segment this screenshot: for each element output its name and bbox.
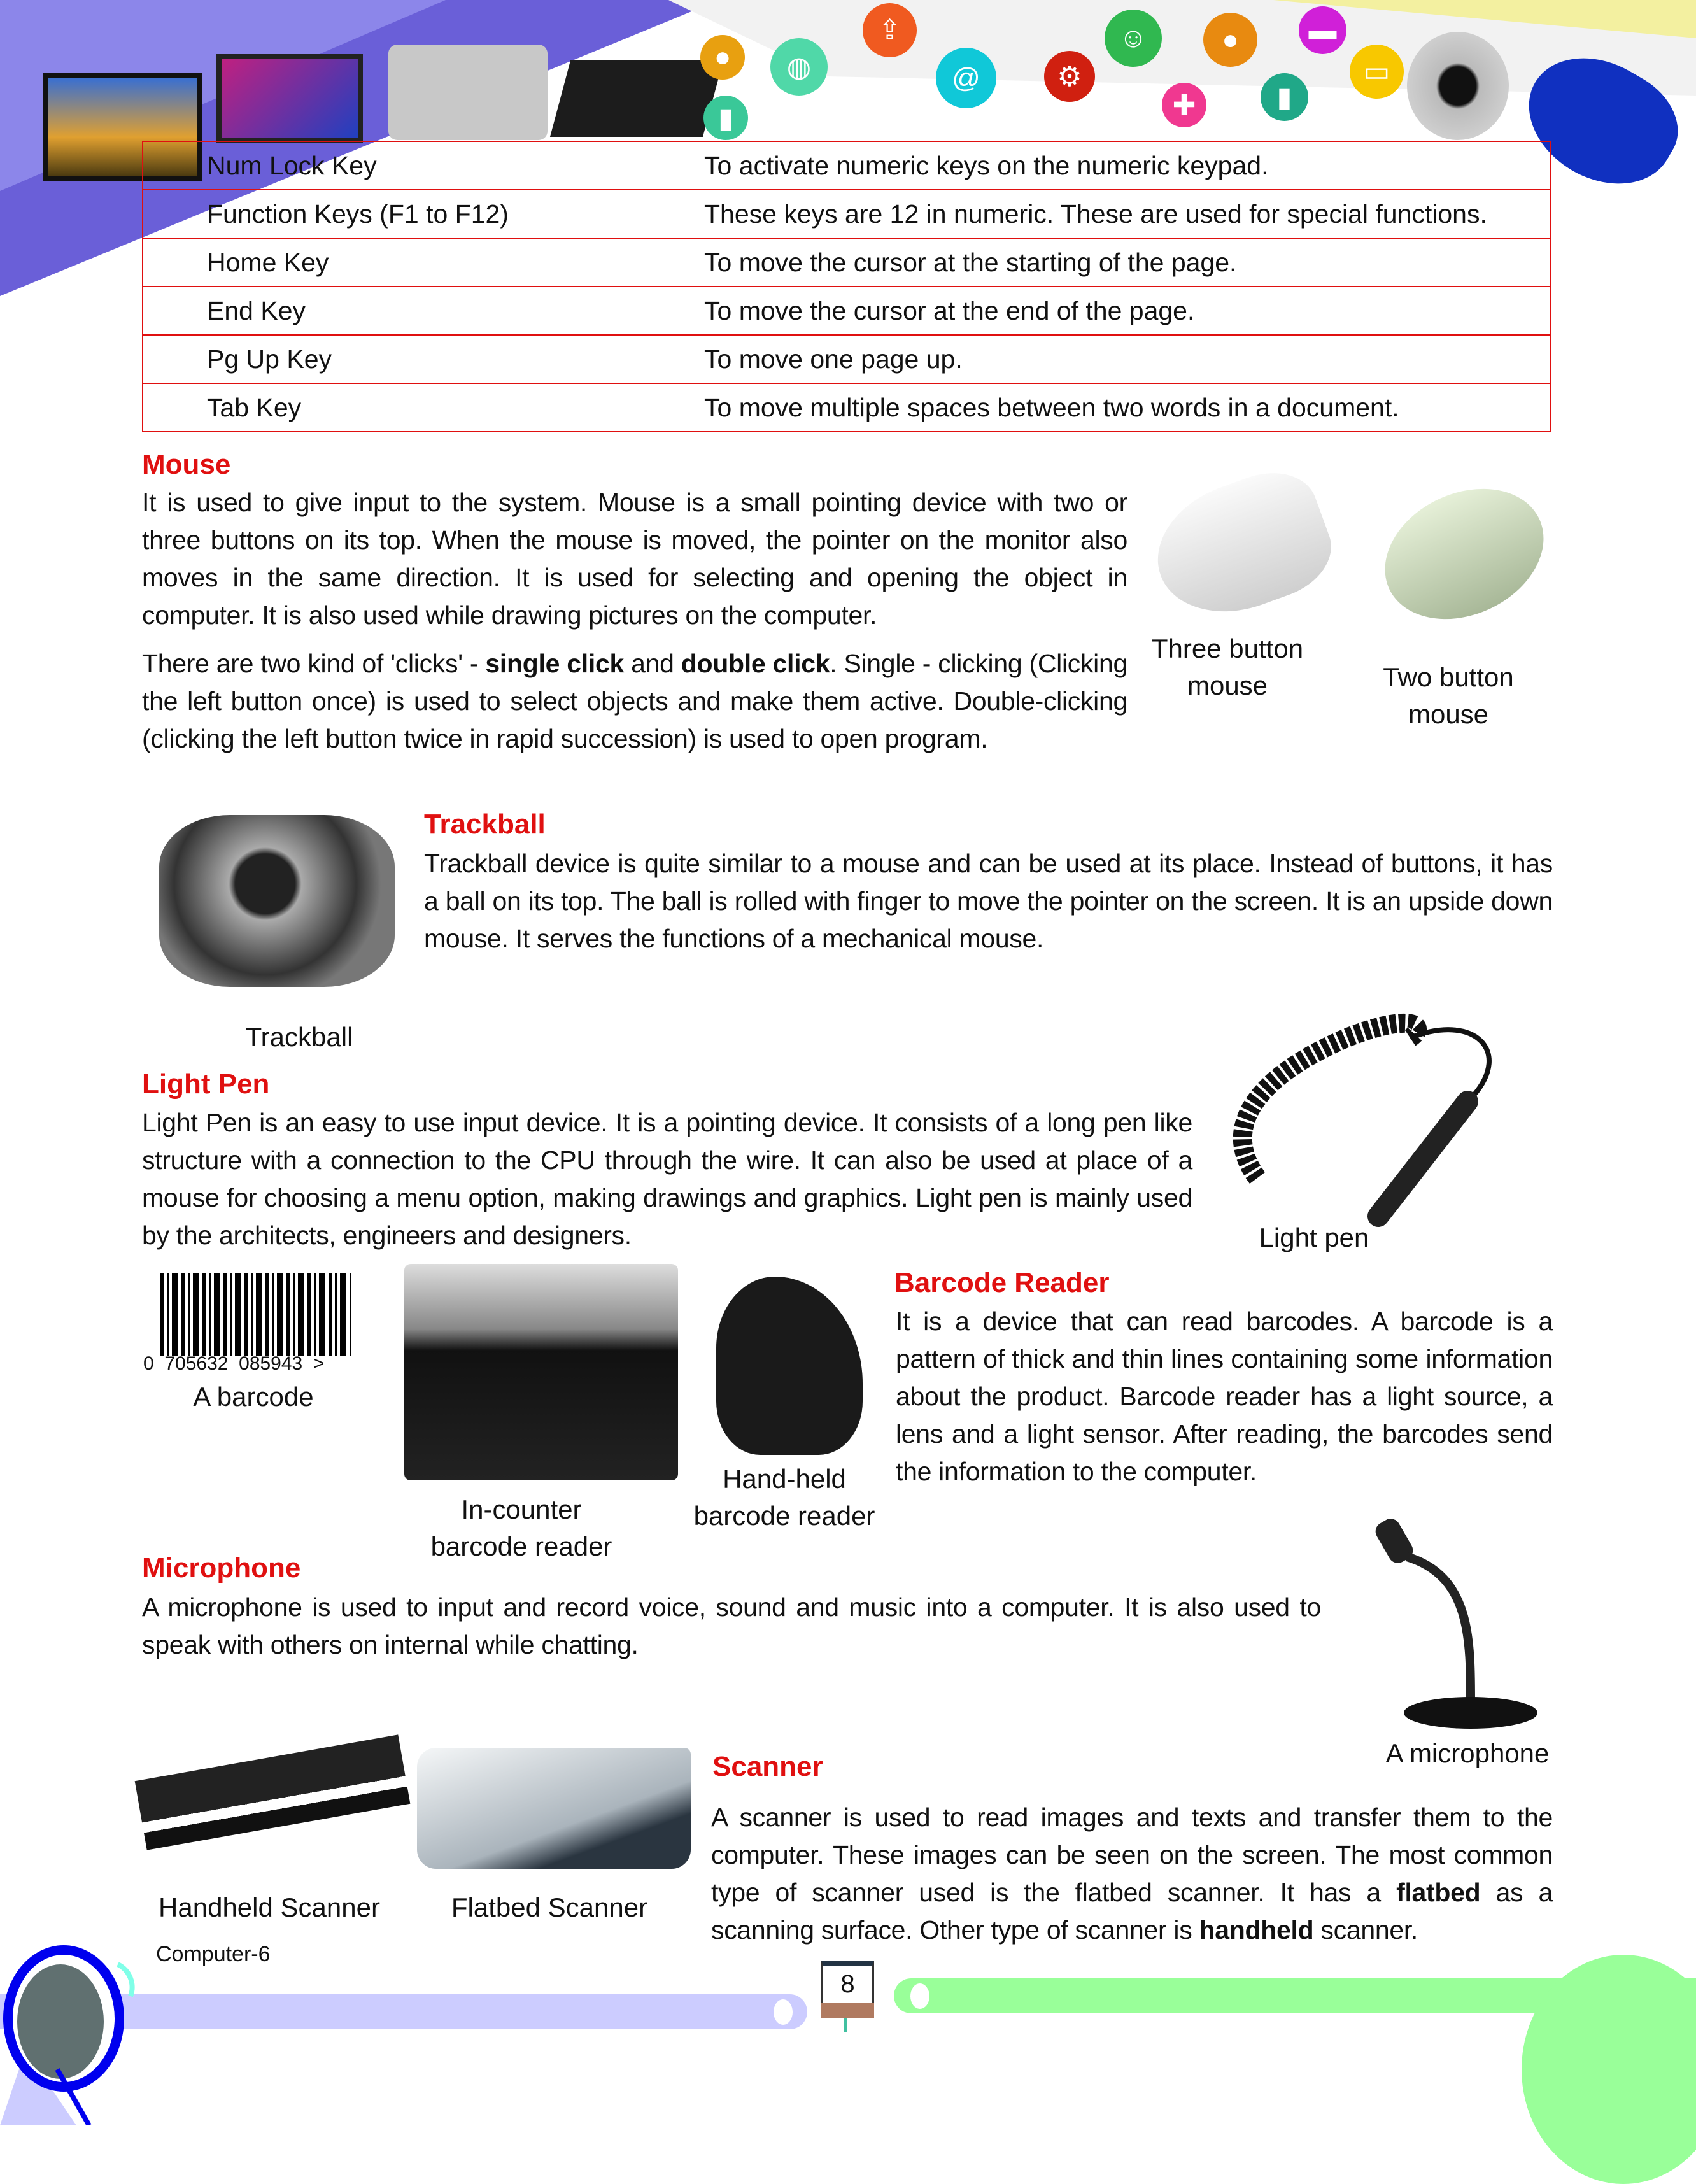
band-end-dot [774,1999,793,2025]
monitor-icon: ▭ [1350,45,1404,99]
table-row [143,383,1551,432]
key-description: To move the cursor at the starting of the page. [704,238,1551,287]
gears-icon: ⚙ [1044,51,1095,102]
trackball-caption: Trackball [245,1022,353,1052]
webcam-image [1407,32,1509,140]
trackball-text: Trackball device is quite similar to a mouse and can be used at its place. Instead of buttons, it has a ball on its top. The ball is rolled with finger to move the pointer on the screen. It is an upside down mouse. It serves the functions of a mechanical mouse. [424,849,1553,953]
key-description: To activate numeric keys on the numeric keypad. [704,141,1551,190]
flatbed-scanner-image [417,1748,691,1869]
key-description: To move one page up. [704,335,1551,383]
three-button-mouse-caption: Three button mouse [1151,634,1304,700]
handheld-reader-caption: Hand-held barcode reader [693,1464,875,1531]
microphone-image [1369,1512,1541,1735]
handheld-reader-image [716,1277,863,1455]
gamepad-icon: ✚ [1162,83,1206,127]
two-button-mouse-image [1364,464,1565,644]
key-description: These keys are 12 in numeric. These are used for special functions. [704,190,1551,238]
mouse-clicks-text: There are two kind of 'clicks' - single click and double click. Single - clicking (Clicking the left button once) is used to select objects and make them active. Double-clicking (clicking the left button twice in rapid succession) is used to open program. [142,649,1127,753]
key-name: Home Key [143,238,704,287]
key-description: To move the cursor at the end of the page. [704,287,1551,335]
trackball-image [159,815,395,987]
footer-satellite-dish-icon [0,1942,153,2125]
mouse-icon-2: ● [1203,13,1257,67]
in-counter-caption: In-counter barcode reader [430,1494,612,1561]
book-title: Computer-6 [156,1942,271,1966]
laptop-image [216,54,363,143]
key-name: Function Keys (F1 to F12) [143,190,704,238]
globe-icon: ◍ [770,38,828,96]
mouse-heading: Mouse [142,449,231,480]
upload-icon: ⇪ [863,3,917,57]
barcode-text: It is a device that can read barcodes. A barcode is a pattern of thick and thin lines containing some information about the product. Barcode reader has a light source, a lens and a light sensor. After reading, the barcodes send the information to the computer. [896,1307,1553,1486]
chart-icon: ▮ [703,96,748,140]
barcode-caption: A barcode [193,1382,314,1412]
key-name: Num Lock Key [143,141,704,190]
trackball-heading: Trackball [424,809,546,840]
band-start-dot [910,1983,929,2009]
mouse-text: It is used to give input to the system. Mouse is a small pointing device with two or three buttons on its top. When the mouse is moved, the pointer on the monitor also moves in the same direction. It is used for selecting and opening the object in computer. It is also used while drawing pictures on the computer. [142,488,1127,630]
mouse-icon: ● [700,35,745,80]
page-stand [821,2003,874,2018]
handheld-scanner-image [135,1734,411,1850]
scanner-header-image [550,60,723,137]
microphone-text: A microphone is used to input and record voice, sound and music into a computer. It is also used to speak with others on internal while chatting. [142,1592,1321,1659]
key-name: Pg Up Key [143,335,704,383]
flatbed-scanner-caption: Flatbed Scanner [451,1892,648,1922]
key-description: To move multiple spaces between two words in a document. [704,383,1551,432]
barcode-digits: 0 705632 085943 > [143,1353,325,1374]
keys-table [142,141,1551,432]
barcode-image [160,1273,351,1356]
scanner-heading: Scanner [712,1751,823,1782]
light-pen-image [1219,1000,1544,1229]
table-row [143,190,1551,238]
chart-icon-2: ▮ [1261,73,1308,121]
key-name: End Key [143,287,704,335]
page-stand-pole [844,2018,847,2032]
light-pen-text: Light Pen is an easy to use input device. It is a pointing device. It consists of a long pen like structure with a connection to the CPU through the wire. It can also be used at place of a mouse for choosing a menu option, making drawings and graphics. Light pen is mainly used by the architects, engineers and designers. [142,1108,1192,1250]
light-pen-caption: Light pen [1259,1223,1369,1252]
barcode-heading: Barcode Reader [894,1267,1110,1298]
three-button-mouse-image [1140,458,1343,634]
folder-icon: ▬ [1299,6,1346,54]
two-button-mouse-caption: Two button mouse [1383,662,1514,729]
people-icon: ☺ [1105,10,1162,67]
key-name: Tab Key [143,383,704,432]
page-number: 8 [821,1961,874,2005]
scanner-text: A scanner is used to read images and texts and transfer them to the computer. These images can be seen on the screen. The most common type of scanner used is the flatbed scanner. It has a flatbed as a scanning surface. Other type of scanner is handheld scanner. [711,1803,1553,1945]
light-pen-heading: Light Pen [142,1068,270,1100]
in-counter-reader-image [404,1264,678,1480]
microphone-caption: A microphone [1385,1738,1550,1768]
table-row [143,287,1551,335]
microphone-heading: Microphone [142,1552,301,1584]
table-row [143,335,1551,383]
handheld-scanner-caption: Handheld Scanner [159,1892,380,1922]
printer-image [388,45,548,140]
at-icon: @ [936,48,996,108]
table-row [143,141,1551,190]
table-row [143,238,1551,287]
